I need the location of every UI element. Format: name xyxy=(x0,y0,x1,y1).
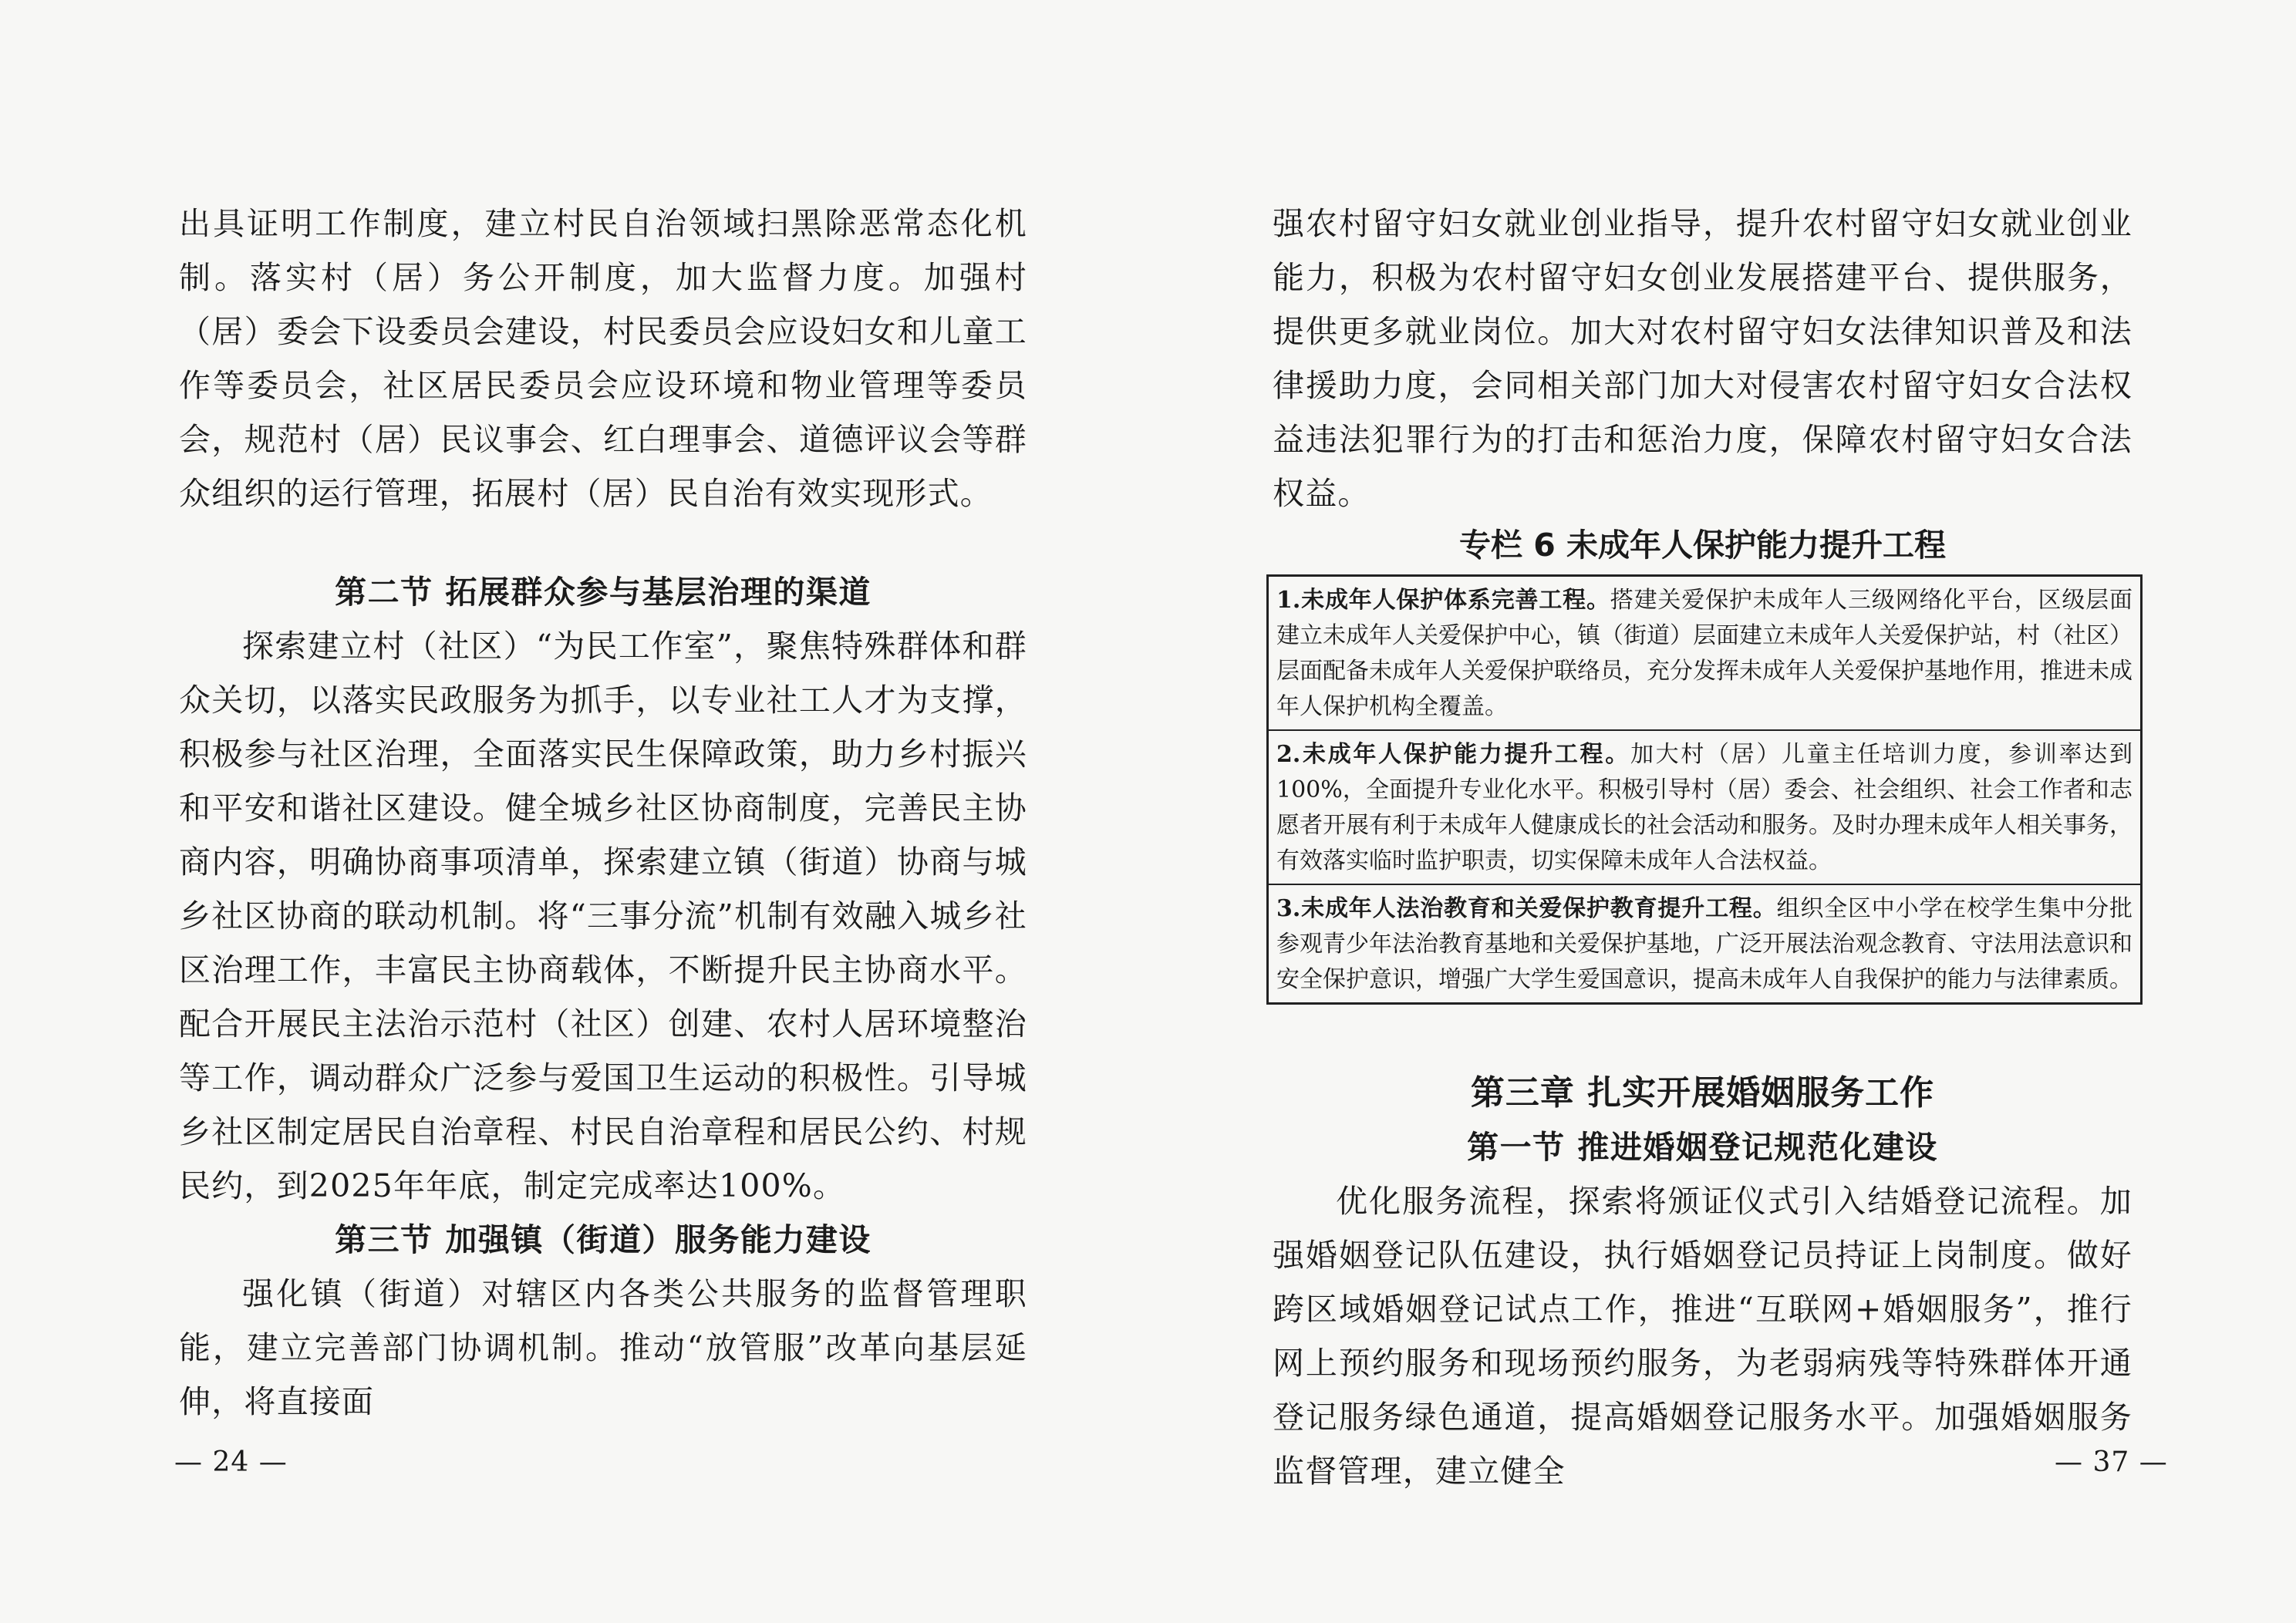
project-box xyxy=(1266,574,2143,1005)
paragraph-continued: 出具证明工作制度，建立村民自治领域扫黑除恶常态化机制。落实村（居）务公开制度，加大监督力度。加强村（居）委会下设委员会建设，村民委员会应设妇女和儿童工作等委员会，社区居民委员会应设环境和物业管理等委员会，规范村（居）民议事会、红白理事会、道德评议会等群众组织的运行管理，拓展村（居）民自治有效实现形式。 xyxy=(179,205,1027,512)
chapter-heading: 第三章 扎实开展婚姻服务工作 xyxy=(1470,1073,1935,1113)
page-number-right: — 37 — xyxy=(2055,1446,2168,1478)
left-page-body xyxy=(179,197,1027,1429)
project-row xyxy=(1269,577,2140,731)
project-name: 3.未成年人法治教育和关爱保护教育提升工程。 xyxy=(1276,895,1777,922)
paragraph-continued: 强农村留守妇女就业创业指导，提升农村留守妇女就业创业能力，积极为农村留守妇女创业发展搭建平台、提供服务，提供更多就业岗位。加大对农村留守妇女法律知识普及和法律援助力度，会同相关部门加大对侵害农村留守妇女合法权益违法犯罪行为的打击和惩治力度，保障农村留守妇女合法权益。 xyxy=(1273,205,2132,512)
page-number-left: — 24 — xyxy=(174,1446,288,1478)
box-title: 专栏 6 未成年人保护能力提升工程 xyxy=(1458,527,1947,564)
project-name: 1.未成年人保护体系完善工程。 xyxy=(1276,587,1610,614)
project-row xyxy=(1269,885,2140,1002)
project-text: 搭建关爱保护未成年人三级网络化平台，区级层面建立未成年人关爱保护中心，镇（街道）层面建立未成年人关爱保护站，村（社区）层面配备未成年人关爱保护联络员，充分发挥未成年人关爱保护基地作用，推进未成年人保护机构全覆盖。 xyxy=(1276,587,2132,720)
project-text: 加大村（居）儿童主任培训力度，参训率达到100%，全面提升专业化水平。积极引导村（居）委会、社会组织、社会工作者和志愿者开展有利于未成年人健康成长的社会活动和服务。及时办理未成年人相关事务，有效落实临时监护职责，切实保障未成年人合法权益。 xyxy=(1276,741,2132,874)
section-2-paragraph: 探索建立村（社区）“为民工作室”，聚焦特殊群体和群众关切，以落实民政服务为抓手，以专业社工人才为支撑，积极参与社区治理，全面落实民生保障政策，助力乡村振兴和平安和谐社区建设。健全城乡社区协商制度，完善民主协商内容，明确协商事项清单，探索建立镇（街道）协商与城乡社区协商的联动机制。将“三事分流”机制有效融入城乡社区治理工作，丰富民主协商载体，不断提升民主协商水平。配合开展民主法治示范村（社区）创建、农村人居环境整治等工作，调动群众广泛参与爱国卫生运动的积极性。引导城乡社区制定居民自治章程、村民自治章程和居民公约、村规民约，到2025年年底，制定完成率达100%。 xyxy=(179,628,1027,1204)
section-heading-3: 第三节 加强镇（街道）服务能力建设 xyxy=(335,1221,872,1258)
project-name: 2.未成年人保护能力提升工程。 xyxy=(1276,741,1630,768)
section-heading-2: 第二节 拓展群众参与基层治理的渠道 xyxy=(335,574,872,611)
project-text: 组织全区中小学在校学生集中分批参观青少年法治教育基地和关爱保护基地，广泛开展法治观念教育、守法用法意识和安全保护意识，增强广大学生爱国意识，提高未成年人自我保护的能力与法律素质。 xyxy=(1276,895,2132,993)
section-1-paragraph: 优化服务流程，探索将颁证仪式引入结婚登记流程。加强婚姻登记队伍建设，执行婚姻登记员持证上岗制度。做好跨区域婚姻登记试点工作，推进“互联网+婚姻服务”，推行网上预约服务和现场预约服务，为老弱病残等特殊群体开通登记服务绿色通道，提高婚姻登记服务水平。加强婚姻服务监督管理，建立健全 xyxy=(1273,1183,2132,1490)
right-page-body xyxy=(1273,197,2132,1498)
section-heading-1: 第一节 推进婚姻登记规范化建设 xyxy=(1467,1129,1938,1166)
project-row xyxy=(1269,731,2140,885)
section-3-paragraph: 强化镇（街道）对辖区内各类公共服务的监督管理职能，建立完善部门协调机制。推动“放管服”改革向基层延伸，将直接面 xyxy=(179,1275,1027,1420)
right-page xyxy=(1149,0,2296,1623)
